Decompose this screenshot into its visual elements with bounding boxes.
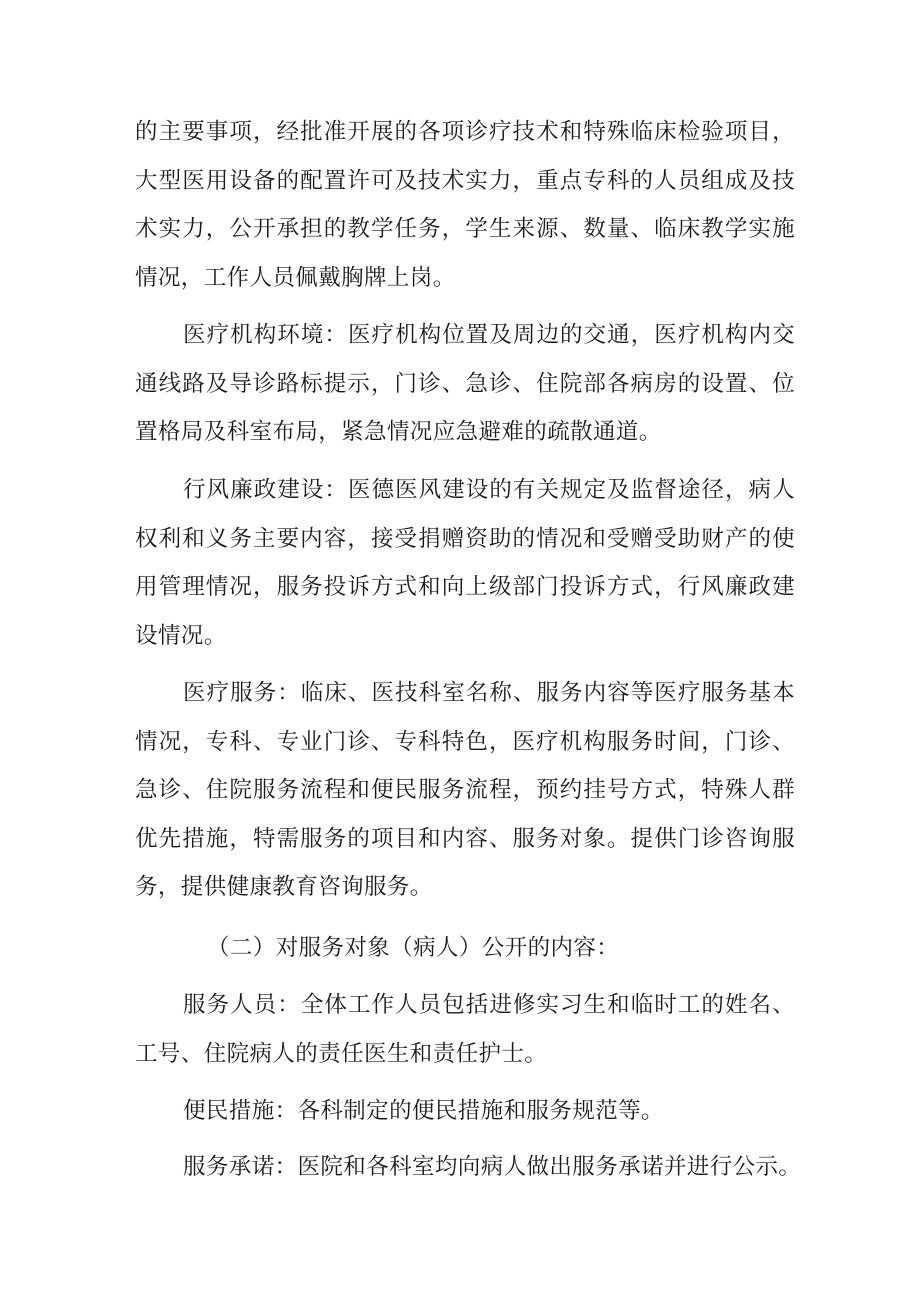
paragraph-main-matters: 的主要事项，经批准开展的各项诊疗技术和特殊临床检验项目，大型医用设备的配置许可及技术实力，重点专科的人员组成及技术实力，公开承担的教学任务，学生来源、数量、临床教学实施情况，工作人员佩戴胸牌上岗。 bbox=[135, 119, 795, 291]
paragraph-medical-services: 医疗服务：临床、医技科室名称、服务内容等医疗服务基本情况，专科、专业门诊、专科特色，医疗机构服务时间，门诊、急诊、住院服务流程和便民服务流程，预约挂号方式，特殊人群优先措施，特需服务的项目和内容、服务对象。提供门诊咨询服务，提供健康教育咨询服务。 bbox=[135, 680, 795, 900]
paragraph-service-commitment: 服务承诺：医院和各科室均向病人做出服务承诺并进行公示。 bbox=[183, 1154, 802, 1180]
paragraph-service-staff: 服务人员：全体工作人员包括进修实习生和临时工的姓名、工号、住院病人的责任医生和责任护士。 bbox=[135, 992, 795, 1067]
section-heading-patient-disclosure: （二）对服务对象（病人）公开的内容： bbox=[207, 935, 620, 961]
paragraph-convenience-measures: 便民措施：各科制定的便民措施和服务规范等。 bbox=[183, 1098, 664, 1124]
paragraph-integrity-building: 行风廉政建设：医德医风建设的有关规定及监督途径，病人权利和义务主要内容，接受捐赠资助的情况和受赠受助财产的使用管理情况，服务投诉方式和向上级部门投诉方式，行风廉政建设情况。 bbox=[135, 477, 795, 649]
paragraph-facility-environment: 医疗机构环境：医疗机构位置及周边的交通，医疗机构内交通线路及导诊路标提示，门诊、急诊、住院部各病房的设置、位置格局及科室布局，紧急情况应急避难的疏散通道。 bbox=[135, 322, 795, 445]
